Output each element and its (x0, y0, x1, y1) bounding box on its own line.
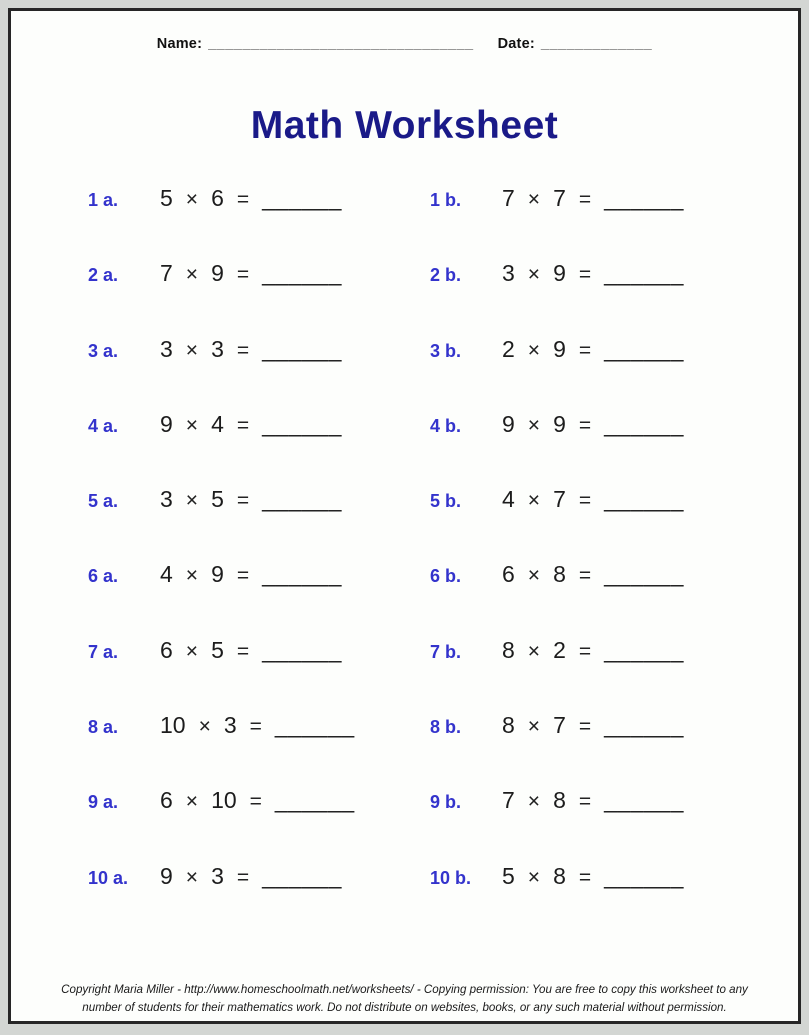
problem-equation (160, 486, 342, 513)
multiply-icon: × (185, 188, 199, 211)
problem-b (430, 863, 772, 938)
factor-2: 5 (211, 636, 224, 663)
factor-2: 7 (553, 712, 566, 739)
factor-1: 3 (160, 335, 173, 362)
factor-1: 7 (502, 787, 515, 814)
problem-label: 10 b. (430, 867, 472, 888)
equals-sign: = (236, 639, 250, 663)
factor-2: 2 (553, 636, 566, 663)
problem-equation (502, 787, 684, 814)
multiply-icon: × (527, 489, 541, 513)
problem-a (88, 185, 430, 260)
problem-label: 7 b. (430, 641, 462, 662)
problem-equation (160, 411, 342, 438)
date-label: Date: (497, 36, 535, 52)
answer-blank[interactable]: ______ (274, 712, 355, 739)
factor-2: 9 (553, 335, 566, 362)
problem-equation (502, 637, 684, 664)
problem-label: 8 b. (430, 717, 462, 738)
problem-b (430, 260, 772, 335)
problem-label: 9 b. (430, 792, 462, 813)
equals-sign: = (578, 263, 592, 287)
problem-label: 8 a. (88, 717, 119, 738)
problem-equation (502, 561, 684, 588)
problem-a (88, 787, 430, 862)
answer-blank[interactable]: ______ (604, 712, 684, 739)
problem-equation (160, 863, 342, 890)
problem-b (430, 787, 772, 862)
multiply-icon: × (527, 338, 541, 362)
problem-equation (502, 411, 684, 438)
factor-2: 4 (211, 410, 224, 437)
date-blank[interactable]: _____________ (540, 36, 653, 52)
equals-sign: = (578, 790, 592, 814)
worksheet-page (8, 8, 801, 1024)
copyright-line-2: number of students for their mathematics work. Do not distribute on websites, books, or any such material without permission. (82, 1000, 727, 1014)
factor-1: 8 (502, 712, 515, 739)
problem-label: 6 b. (430, 566, 462, 587)
answer-blank[interactable]: ______ (262, 486, 342, 513)
problem-label: 3 a. (88, 340, 119, 361)
factor-2: 5 (211, 486, 224, 513)
equals-sign: = (578, 188, 592, 211)
equals-sign: = (236, 338, 250, 362)
problem-equation (160, 561, 342, 588)
answer-blank[interactable]: ______ (262, 410, 342, 437)
factor-1: 8 (502, 636, 515, 663)
factor-1: 6 (160, 787, 173, 814)
problem-b (430, 486, 772, 561)
factor-1: 3 (160, 486, 173, 513)
multiply-icon: × (527, 639, 541, 663)
problem-label: 1 b. (430, 190, 462, 210)
problem-b (430, 411, 772, 486)
equals-sign: = (236, 564, 250, 588)
name-field-group (157, 36, 474, 52)
problem-equation (502, 260, 684, 287)
factor-1: 7 (160, 260, 173, 287)
factor-1: 4 (160, 561, 173, 588)
multiply-icon: × (185, 865, 199, 889)
problem-a (88, 637, 430, 712)
factor-2: 3 (223, 712, 237, 739)
multiply-icon: × (185, 564, 199, 588)
factor-1: 9 (160, 410, 173, 437)
factor-1: 9 (502, 410, 515, 437)
factor-2: 9 (553, 410, 566, 437)
problem-label: 3 b. (430, 340, 462, 361)
factor-2: 9 (211, 260, 224, 287)
factor-1: 10 (160, 712, 186, 739)
multiply-icon: × (185, 489, 199, 513)
problem-label: 2 a. (88, 265, 119, 286)
multiply-icon: × (527, 188, 541, 211)
factor-2: 9 (553, 260, 566, 287)
problem-a (88, 712, 430, 787)
problem-equation (160, 787, 355, 814)
name-label: Name: (156, 36, 203, 52)
factor-2: 6 (211, 185, 224, 211)
problem-equation (502, 336, 684, 363)
answer-blank[interactable]: ______ (262, 636, 342, 663)
problem-equation (160, 712, 355, 739)
factor-1: 2 (502, 335, 515, 362)
equals-sign: = (249, 715, 262, 739)
factor-2: 8 (553, 862, 566, 889)
problem-label: 5 b. (430, 491, 462, 512)
equals-sign: = (249, 790, 262, 814)
answer-blank[interactable]: ______ (604, 260, 684, 287)
problem-a (88, 260, 430, 335)
answer-blank[interactable]: ______ (604, 561, 684, 588)
answer-blank[interactable]: ______ (604, 486, 684, 513)
multiply-icon: × (527, 564, 541, 588)
page-title: Math Worksheet (250, 104, 559, 147)
multiply-icon: × (527, 413, 541, 437)
equals-sign: = (578, 489, 592, 513)
equals-sign: = (578, 338, 592, 362)
factor-2: 7 (553, 486, 566, 513)
problem-label: 5 a. (88, 491, 119, 512)
problem-label: 1 a. (88, 190, 119, 210)
answer-blank[interactable]: ______ (262, 260, 342, 287)
problem-a (88, 863, 430, 938)
multiply-icon: × (185, 413, 199, 437)
problem-equation (502, 863, 684, 890)
multiply-icon: × (527, 715, 541, 739)
problem-equation (160, 260, 342, 287)
equals-sign: = (236, 865, 250, 889)
multiply-icon: × (185, 338, 199, 362)
factor-1: 9 (160, 862, 173, 889)
problem-label: 9 a. (88, 792, 119, 813)
date-field-group (498, 36, 653, 52)
multiply-icon: × (527, 790, 541, 814)
factor-1: 4 (502, 486, 515, 513)
name-blank[interactable]: _______________________________ (208, 36, 474, 52)
equals-sign: = (578, 639, 592, 663)
copyright-line-1: Copyright Maria Miller - http://www.homeschoolmath.net/worksheets/ - Copying permission: You are free to copy this worksheet to any (61, 983, 748, 996)
factor-1: 6 (502, 561, 515, 588)
answer-blank[interactable]: ______ (262, 862, 342, 889)
factor-2: 7 (553, 185, 566, 211)
equals-sign: = (578, 865, 592, 889)
problem-b (430, 561, 772, 636)
problem-b (430, 185, 772, 260)
multiply-icon: × (185, 263, 199, 287)
problem-a (88, 336, 430, 411)
problem-b (430, 336, 772, 411)
problem-equation (160, 336, 342, 363)
factor-2: 3 (211, 862, 224, 889)
problem-equation (502, 712, 684, 739)
factor-2: 10 (211, 787, 237, 814)
answer-blank[interactable]: ______ (262, 185, 342, 211)
problem-equation (160, 185, 342, 212)
problem-label: 6 a. (88, 566, 119, 587)
problem-equation (502, 185, 684, 212)
multiply-icon: × (527, 263, 541, 287)
problem-b (430, 712, 772, 787)
answer-blank[interactable]: ______ (262, 335, 342, 362)
answer-blank[interactable]: ______ (604, 185, 684, 211)
equals-sign: = (236, 188, 250, 211)
factor-1: 5 (160, 185, 173, 211)
problems-grid (11, 185, 798, 938)
problem-label: 7 a. (88, 641, 119, 662)
factor-1: 6 (160, 636, 173, 663)
problem-label: 2 b. (430, 265, 462, 286)
problem-label: 4 a. (88, 415, 119, 436)
factor-1: 5 (502, 862, 515, 889)
answer-blank[interactable]: ______ (604, 410, 684, 437)
answer-blank[interactable]: ______ (604, 862, 684, 889)
problem-b (430, 637, 772, 712)
factor-1: 7 (502, 185, 515, 211)
equals-sign: = (236, 489, 250, 513)
factor-2: 9 (211, 561, 224, 588)
equals-sign: = (578, 413, 592, 437)
header (11, 36, 798, 52)
equals-sign: = (578, 564, 592, 588)
problem-label: 10 a. (88, 867, 129, 888)
multiply-icon: × (527, 865, 541, 889)
equals-sign: = (578, 715, 592, 739)
factor-2: 8 (553, 561, 566, 588)
answer-blank[interactable]: ______ (604, 787, 684, 814)
problem-a (88, 411, 430, 486)
factor-2: 3 (211, 335, 224, 362)
factor-1: 3 (502, 260, 515, 287)
answer-blank[interactable]: ______ (274, 787, 355, 814)
multiply-icon: × (185, 790, 199, 814)
problem-a (88, 561, 430, 636)
answer-blank[interactable]: ______ (604, 636, 684, 663)
equals-sign: = (236, 263, 250, 287)
factor-2: 8 (553, 787, 566, 814)
problem-equation (160, 637, 342, 664)
answer-blank[interactable]: ______ (262, 561, 342, 588)
multiply-icon: × (198, 715, 211, 739)
problem-label: 4 b. (430, 415, 462, 436)
multiply-icon: × (185, 639, 199, 663)
problem-a (88, 486, 430, 561)
answer-blank[interactable]: ______ (604, 335, 684, 362)
equals-sign: = (236, 413, 250, 437)
problem-equation (502, 486, 684, 513)
copyright-notice (11, 981, 798, 1016)
